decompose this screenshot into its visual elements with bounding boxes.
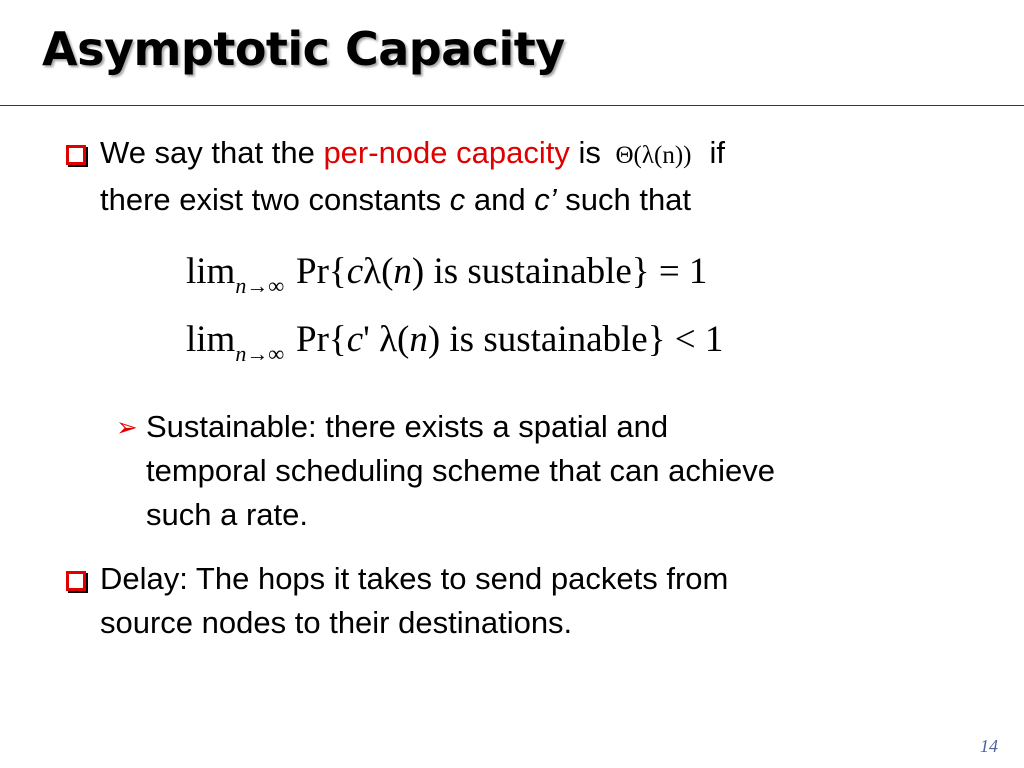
bullet-per-node-capacity: [66, 131, 966, 222]
eq2-n: n: [409, 319, 428, 360]
lim-subscript: n→∞: [235, 341, 285, 366]
bullet2-line2: source nodes to their destinations.: [100, 605, 573, 640]
eq1-lambda: λ(: [363, 251, 394, 292]
title-divider: [0, 105, 1024, 106]
eq2-part-b: ) is sustainable} < 1: [427, 319, 724, 360]
variable-c: c: [449, 182, 466, 217]
bullet1-line2: [66, 178, 966, 222]
text: is: [569, 135, 610, 170]
theta-expression: Θ(λ(n)): [615, 142, 692, 169]
bullet-delay: [66, 557, 966, 645]
lim-subscript: n→∞: [235, 273, 285, 298]
sub-bullet-sustainable: [116, 405, 976, 537]
text: We say that the: [100, 135, 324, 170]
text: such that: [556, 182, 692, 217]
text: there exist two constants: [100, 182, 450, 217]
equation-limit-less-than-one: [186, 318, 723, 367]
bullet2-line1: Delay: The hops it takes to send packets from: [100, 561, 729, 596]
eq1-part-b: ) is sustainable} = 1: [411, 251, 708, 292]
lim-operator: lim: [186, 319, 236, 360]
bullet1-line1: [66, 131, 966, 178]
slide-title: Asymptotic Capacity: [42, 22, 565, 76]
variable-c-prime: c’: [534, 182, 557, 217]
eq1-c: c: [346, 251, 364, 292]
page-number: 14: [980, 736, 998, 756]
text: and: [465, 182, 535, 217]
term-per-node-capacity: per-node capacity: [323, 135, 570, 170]
eq2-c: c: [346, 319, 364, 360]
arrow-bullet-icon: ➢: [116, 412, 138, 442]
square-bullet-icon: [66, 145, 86, 165]
eq2-lambda: λ(: [379, 319, 410, 360]
sub-bullet-line2: temporal scheduling scheme that can achieve: [146, 453, 775, 488]
eq1-n: n: [393, 251, 412, 292]
square-bullet-icon: [66, 571, 86, 591]
lim-operator: lim: [186, 251, 236, 292]
equation-limit-one: [186, 250, 707, 299]
eq2-part-a: Pr{: [296, 319, 347, 360]
eq1-part-a: Pr{: [296, 251, 347, 292]
sub-bullet-line1: Sustainable: there exists a spatial and: [146, 409, 669, 444]
sub-bullet-line3: such a rate.: [146, 497, 308, 532]
text: if: [709, 135, 725, 170]
eq2-prime: ': [363, 319, 380, 360]
